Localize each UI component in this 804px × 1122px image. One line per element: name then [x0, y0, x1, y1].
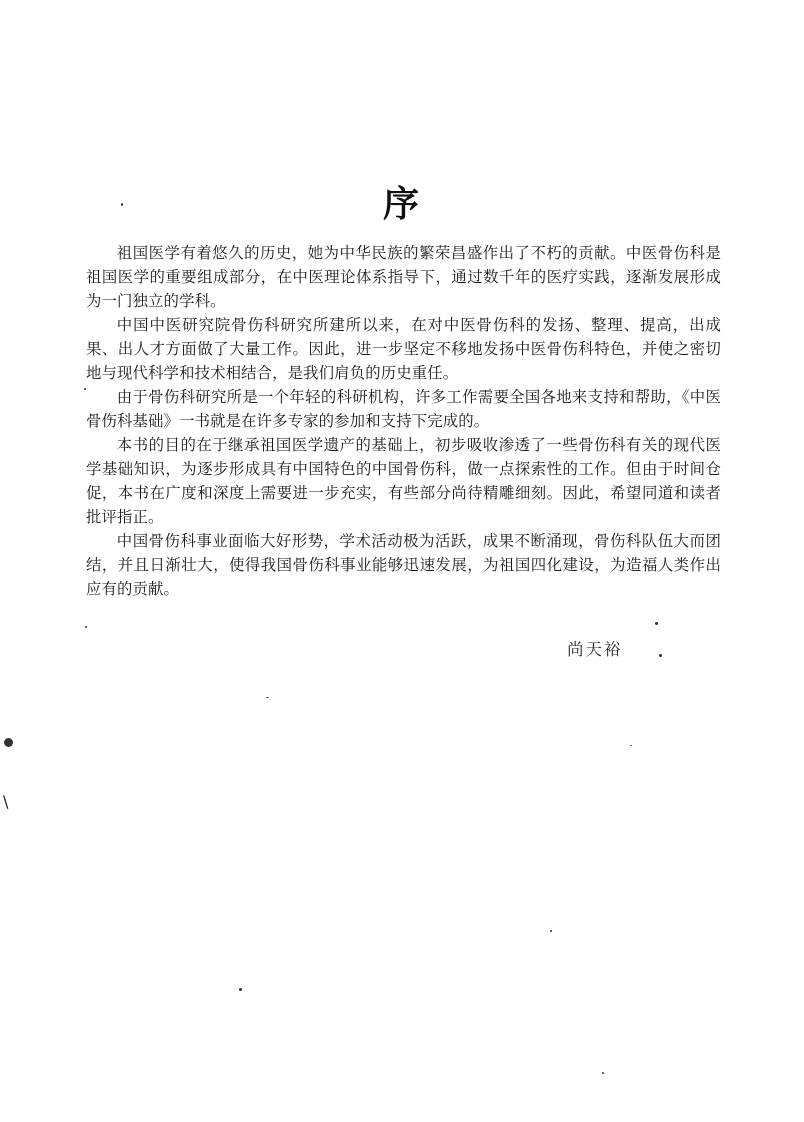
scan-speck: [659, 654, 662, 657]
paragraph-4: 本书的目的在于继承祖国医学遗产的基础上，初步吸收渗透了一些骨伤科有关的现代医学基础知识，为逐步形成具有中国特色的中国骨伤科，做一点探索性的工作。但由于时间仓促，本书在广度和深度上需要进一步充实，有些部分尚待精雕细刻。因此，希望同道和读者批评指正。: [86, 436, 721, 526]
scan-speck: [121, 203, 123, 206]
scan-speck: [84, 388, 86, 390]
paragraph-3: 由于骨伤科研究所是一个年轻的科研机构，许多工作需要全国各地来支持和帮助，《中医骨伤科基础》一书就是在许多专家的参加和支持下完成的。: [86, 388, 721, 430]
scan-speck: [550, 930, 552, 932]
paragraph-1: 祖国医学有着悠久的历史，她为中华民族的繁荣昌盛作出了不朽的贡献。中医骨伤科是祖国医学的重要组成部分，在中医理论体系指导下，通过数千年的医疗实践，逐渐发展形成为一门独立的学科。: [86, 244, 721, 310]
scan-speck: [602, 1072, 604, 1074]
scan-speck: [85, 626, 87, 628]
paragraph-2: 中国中医研究院骨伤科研究所建所以来，在对中医骨伤科的发扬、整理、提高，出成果、出人才方面做了大量工作。因此，进一步坚定不移地发扬中医骨伤科特色，并使之密切地与现代科学和技术相结合，是我们肩负的历史重任。: [86, 316, 721, 382]
paragraph-5: 中国骨伤科事业面临大好形势，学术活动极为活跃，成果不断涌现，骨伤科队伍大而团结，并且日渐壮大，使得我国骨伤科事业能够迅速发展，为祖国四化建设，为造福人类作出应有的贡献。: [86, 532, 721, 598]
page-title: 序: [382, 183, 421, 226]
preface-body: [86, 241, 721, 601]
scan-speck: [4, 738, 13, 747]
margin-mark: \: [3, 792, 9, 811]
scan-speck: [630, 745, 632, 746]
author-signature: 尚天裕: [567, 640, 623, 659]
scan-speck: [266, 697, 269, 698]
scan-speck: [239, 988, 242, 991]
scan-speck: [655, 622, 658, 625]
